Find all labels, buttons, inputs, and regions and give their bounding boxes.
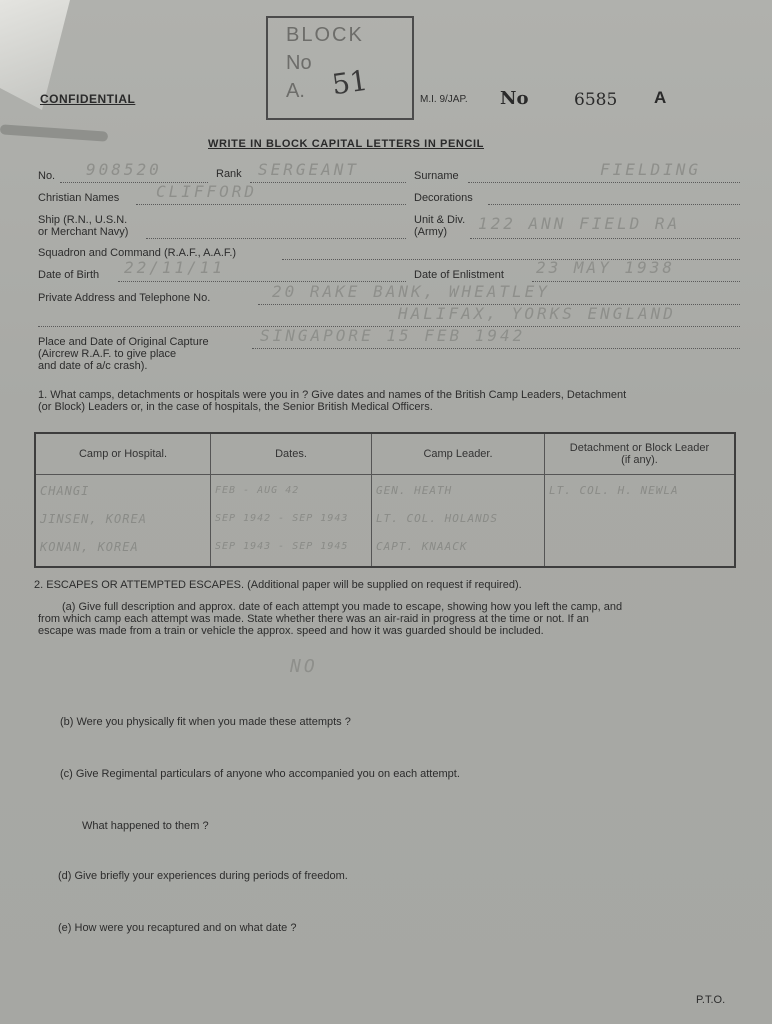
table-body [35,475,735,568]
leader-column [372,475,545,568]
table-cell: CHANGI [40,484,90,498]
capture-label-1: Place and Date of Original Capture [38,336,209,348]
form-number: 6585 [574,90,618,110]
q2a-text-1: (a) Give full description and approx. date of each attempt you made to escape, showing how you left the camp, and [62,601,623,613]
rank-value: SERGEANT [258,160,360,179]
q2a-text-3: escape was made from a train or vehicle the approx. speed and how it was guarded should be included. [38,625,544,637]
unit-label-2: (Army) [414,226,447,238]
christian-names-label: Christian Names [38,192,120,204]
squadron-label: Squadron and Command (R.A.F., A.A.F.) [38,247,237,259]
form-reference: M.I. 9/JAP. [420,94,468,105]
decorations-label: Decorations [414,192,473,204]
q2a-answer: NO [290,656,318,677]
dates-column [211,475,372,568]
table-header-row [35,433,735,475]
table-cell: KONAN, KOREA [40,540,139,554]
table-cell: SEP 1943 - SEP 1945 [215,541,349,552]
enlistment-label: Date of Enlistment [414,269,504,281]
rank-line [250,182,406,183]
q2d-text: (d) Give briefly your experiences during periods of freedom. [58,870,348,882]
form-title: WRITE IN BLOCK CAPITAL LETTERS IN PENCIL [208,138,484,150]
stamp-line-3: A. [286,80,305,102]
enlistment-value: 23 MAY 1938 [536,258,675,277]
table-cell: FEB - AUG 42 [215,485,300,496]
capture-label-2: (Aircrew R.A.F. to give place [38,348,177,360]
header-dates: Dates. [211,433,372,475]
no-label: No. [38,170,56,182]
form-suffix: A [654,88,667,107]
dob-value: 22/11/11 [124,258,226,277]
no-value: 908520 [86,160,162,179]
table-cell: LT. COL. H. NEWLA [549,484,679,497]
tape-strip [0,124,108,142]
table-cell: CAPT. KNAACK [376,540,468,553]
rank-label: Rank [216,168,242,180]
stamp-line-1: BLOCK [286,24,364,46]
address-label: Private Address and Telephone No. [38,292,211,304]
confidential-label: CONFIDENTIAL [40,92,136,106]
christian-names-line [136,204,406,205]
capture-label-3: and date of a/c crash). [38,360,148,372]
q2c-text: (c) Give Regimental particulars of anyone who accompanied you on each attempt. [60,768,460,780]
header-camp-leader: Camp Leader. [372,433,545,475]
capture-line [252,348,740,349]
christian-names-value: CLIFFORD [156,182,258,201]
q1-text-2: (or Block) Leaders or, in the case of hospitals, the Senior British Medical Officers. [38,401,433,413]
table-cell: SEP 1942 - SEP 1943 [215,513,349,524]
table-cell: LT. COL. HOLANDS [376,512,498,525]
decorations-line [488,204,740,205]
q2e-text: (e) How were you recaptured and on what date ? [58,922,297,934]
stamp-line-2: No [286,52,312,74]
stamp-handwritten-number: 51 [329,63,370,102]
header-camp: Camp or Hospital. [35,433,211,475]
number-label: No [500,88,529,109]
table-cell: GEN. HEATH [376,484,453,497]
header-detachment-leader: Detachment or Block Leader (if any). [545,433,736,475]
block-stamp [266,16,414,120]
surname-value: FIELDING [600,160,702,179]
q1-text-1: 1. What camps, detachments or hospitals were you in ? Give dates and names of the British Camp Leaders, Detachment [38,389,627,401]
unit-line [470,238,740,239]
camp-column [35,475,211,568]
enlistment-line [532,281,740,282]
unit-label-1: Unit & Div. [414,214,466,226]
ship-line [146,238,406,239]
surname-label: Surname [414,170,459,182]
q2c-followup-text: What happened to them ? [82,820,209,832]
pto-label: P.T.O. [696,994,726,1006]
address-value-1: 20 RAKE BANK, WHEATLEY [272,282,550,301]
dob-label: Date of Birth [38,269,100,281]
unit-value: 122 ANN FIELD RA [478,214,681,233]
camps-table [34,432,736,568]
ship-label-1: Ship (R.N., U.S.N. [38,214,128,226]
surname-line [468,182,740,183]
q2b-text: (b) Were you physically fit when you made these attempts ? [60,716,351,728]
address-value-2: HALIFAX, YORKS ENGLAND [398,304,676,323]
q2-heading: 2. ESCAPES OR ATTEMPTED ESCAPES. (Additional paper will be supplied on request if required). [34,579,522,591]
ship-label-2: or Merchant Navy) [38,226,129,238]
detachment-column [545,475,736,568]
q2a-text-2: from which camp each attempt was made. State whether there was an air-raid in progress at the time or not. If an [38,613,589,625]
capture-value: SINGAPORE 15 FEB 1942 [260,326,526,345]
table-cell: JINSEN, KOREA [40,512,147,526]
